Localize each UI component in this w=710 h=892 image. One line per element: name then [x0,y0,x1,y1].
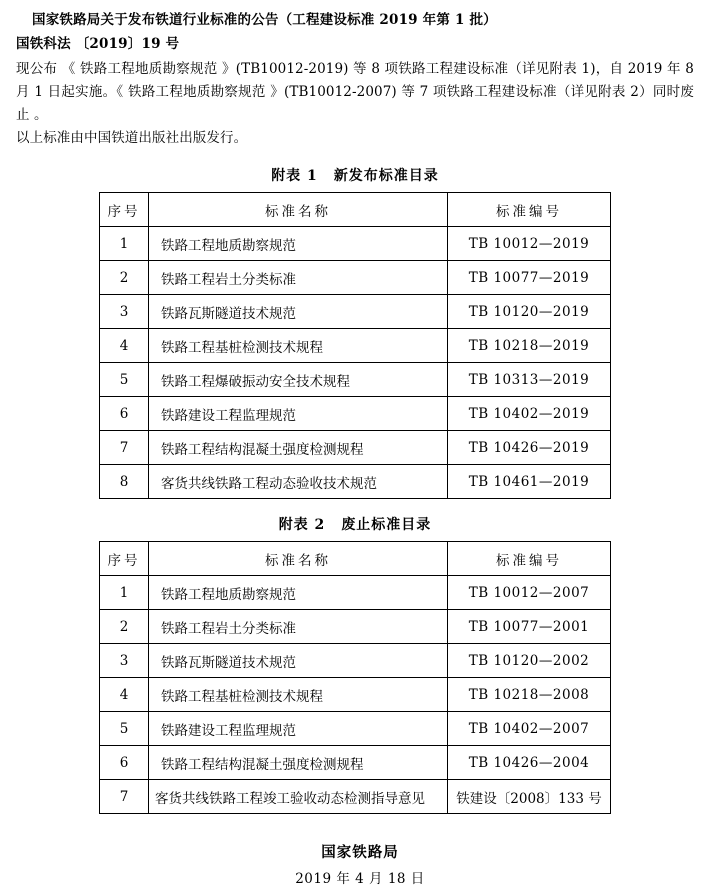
table-row [100,780,611,814]
cell-name: 客货共线铁路工程动态验收技术规范 [149,465,448,499]
cell-name: 客货共线铁路工程竣工验收动态检测指导意见 [149,780,448,814]
cell-code: TB 10012—2007 [448,576,611,610]
cell-name: 铁路工程地质勘察规范 [149,576,448,610]
table-row [100,363,611,397]
cell-code: TB 10120—2002 [448,644,611,678]
table-row [100,746,611,780]
document-number: 国铁科法 〔2019〕19 号 [16,36,180,52]
cell-name: 铁路工程岩土分类标准 [149,261,448,295]
cell-code: TB 10120—2019 [448,295,611,329]
table-row [100,227,611,261]
cell-code: TB 10218—2019 [448,329,611,363]
table-row [100,576,611,610]
table-row [100,261,611,295]
cell-no: 5 [100,363,149,397]
table2-caption-text: 废止标准目录 [341,517,432,533]
table1-header-code: 标准编号 [448,193,611,227]
cell-no: 4 [100,678,149,712]
cell-name: 铁路工程结构混凝土强度检测规程 [149,431,448,465]
body-text [14,56,696,150]
cell-code: TB 10461—2019 [448,465,611,499]
cell-name: 铁路建设工程监理规范 [149,397,448,431]
cell-no: 2 [100,610,149,644]
cell-no: 2 [100,261,149,295]
cell-no: 1 [100,227,149,261]
paragraph-2: 以上标准由中国铁道出版社出版发行。 [16,130,248,146]
cell-name: 铁路建设工程监理规范 [149,712,448,746]
table2-header-name: 标准名称 [149,542,448,576]
table-row [100,397,611,431]
cell-no: 4 [100,329,149,363]
table-row [100,465,611,499]
cell-name: 铁路瓦斯隧道技术规范 [149,295,448,329]
table1-header-no: 序号 [100,193,149,227]
cell-code: TB 10426—2019 [448,431,611,465]
table-header-row [100,542,611,576]
table-row [100,295,611,329]
cell-no: 7 [100,780,149,814]
table-abolished-standards [99,541,611,814]
table-row [100,644,611,678]
cell-no: 3 [100,295,149,329]
cell-name: 铁路工程基桩检测技术规程 [149,329,448,363]
cell-code: TB 10012—2019 [448,227,611,261]
table-header-row [100,193,611,227]
cell-name: 铁路工程岩土分类标准 [149,610,448,644]
table-row [100,610,611,644]
cell-code: TB 10218—2008 [448,678,611,712]
signature-date: 2019 年 4 月 18 日 [295,871,425,887]
paragraph-1: 现公布 《 铁路工程地质勘察规范 》(TB10012-2019) 等 8 项铁路工程建设标准（详见附表 1)，自 2019 年 8 月 1 日起实施。《 铁路工程地质勘察规范 》(TB10012-2007) 等 7 项铁路工程建设标准（详见附表 2）同时废止 。 [16,61,694,123]
signature-block [14,840,696,892]
table-row [100,329,611,363]
table1-caption-text: 新发布标准目录 [333,168,439,184]
cell-code: TB 10077—2019 [448,261,611,295]
cell-name: 铁路工程地质勘察规范 [149,227,448,261]
cell-code: 铁建设〔2008〕133 号 [448,780,611,814]
cell-code: TB 10426—2004 [448,746,611,780]
table-row [100,712,611,746]
cell-code: TB 10313—2019 [448,363,611,397]
signature-organization: 国家铁路局 [321,844,399,861]
table1-header-name: 标准名称 [149,193,448,227]
table-row [100,431,611,465]
cell-code: TB 10402—2007 [448,712,611,746]
table1-caption-label: 附表 1 [271,168,318,184]
page-title: 国家铁路局关于发布铁道行业标准的公告（工程建设标准 2019 年第 1 批） [32,12,497,28]
table2-header-code: 标准编号 [448,542,611,576]
cell-name: 铁路工程结构混凝土强度检测规程 [149,746,448,780]
table1-caption [14,165,696,185]
cell-no: 6 [100,397,149,431]
cell-no: 7 [100,431,149,465]
table2-caption [14,514,696,534]
cell-name: 铁路工程基桩检测技术规程 [149,678,448,712]
table2-caption-label: 附表 2 [278,517,326,533]
cell-no: 1 [100,576,149,610]
cell-no: 8 [100,465,149,499]
table-new-standards [99,192,611,499]
table-row [100,678,611,712]
cell-code: TB 10402—2019 [448,397,611,431]
cell-name: 铁路工程爆破振动安全技术规程 [149,363,448,397]
cell-no: 3 [100,644,149,678]
table2-header-no: 序号 [100,542,149,576]
cell-code: TB 10077—2001 [448,610,611,644]
cell-no: 5 [100,712,149,746]
cell-name: 铁路瓦斯隧道技术规范 [149,644,448,678]
cell-no: 6 [100,746,149,780]
